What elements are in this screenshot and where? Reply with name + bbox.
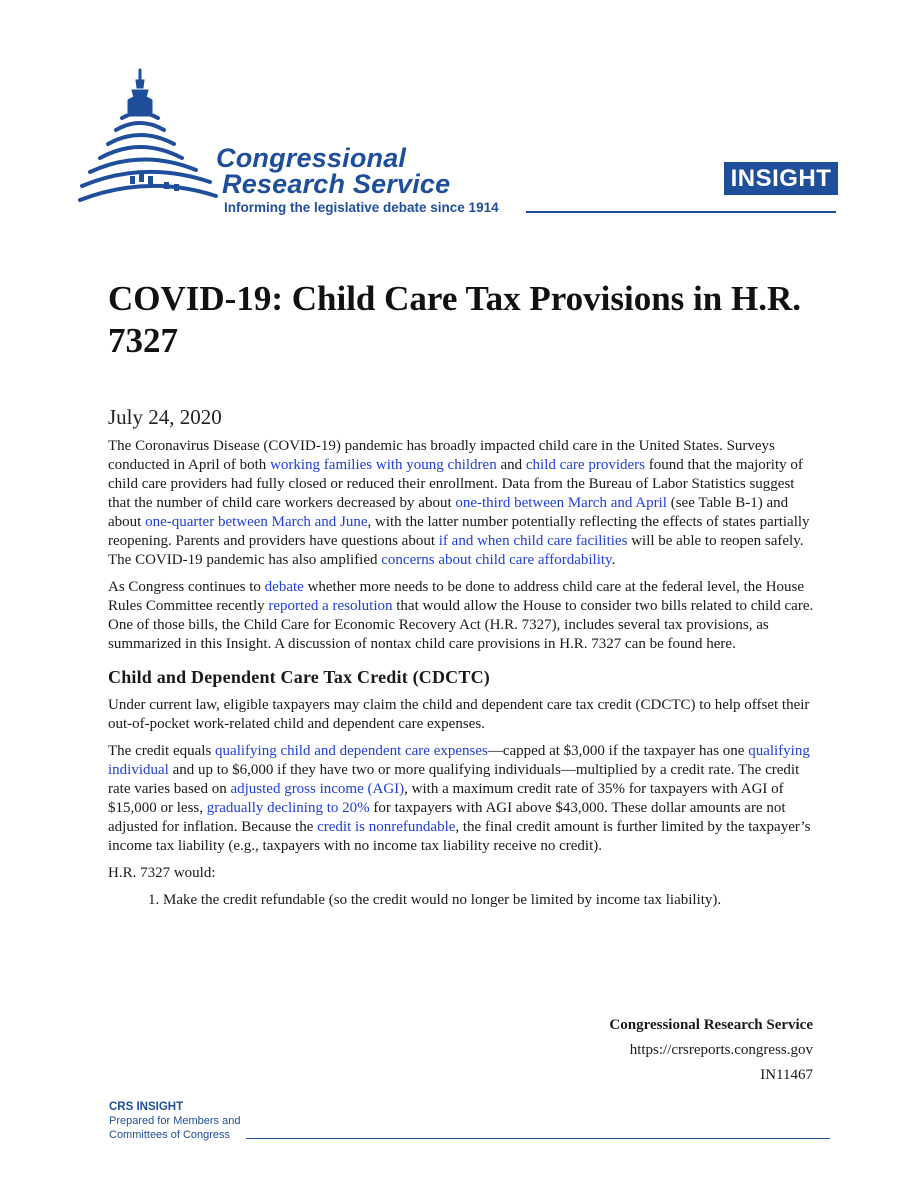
text-run: The Coronavirus Disease (COVID-19) pandemic has broadly impacted child care in the United States. Surveys conducted in April of both <box>108 438 775 473</box>
link-affordability[interactable]: concerns about child care affordability <box>381 552 612 568</box>
footer-attribution <box>609 1013 813 1088</box>
text-run: , the final credit amount is further limited by the taxpayer’s income tax liability (e.g., taxpayers with no income tax liability receive no credit). <box>108 819 811 854</box>
link-child-care-providers[interactable]: child care providers <box>525 457 645 473</box>
text-run: for taxpayers with AGI above $43,000. These dollar amounts are not adjusted for inflation. Because the <box>108 800 786 835</box>
link-qualifying-expenses[interactable]: qualifying child and dependent care expenses <box>215 743 488 759</box>
text-run: As Congress continues to <box>108 579 265 595</box>
credit-detail-paragraph <box>108 742 818 856</box>
text-run: will be able to reopen safely. The COVID-19 pandemic has also amplified <box>108 533 804 568</box>
insight-badge: INSIGHT <box>724 162 838 195</box>
brand-name-line2: Research Service <box>222 169 451 199</box>
text-run: , with the latter number potentially reflecting the effects of states partially reopening. Parents and providers have questions about <box>108 514 810 549</box>
tagline-divider <box>526 211 836 213</box>
publication-date: July 24, 2020 <box>108 405 222 429</box>
link-reopen-facilities[interactable]: if and when child care facilities <box>438 533 628 549</box>
text-run: The credit equals <box>108 743 216 759</box>
footer-url[interactable]: https://crsreports.congress.gov <box>629 1042 813 1058</box>
brand-tagline: Informing the legislative debate since 1914 <box>224 200 499 215</box>
hr-would-paragraph: H.R. 7327 would: <box>108 865 216 881</box>
provisions-list <box>108 891 818 910</box>
link-working-families[interactable]: working families with young children <box>270 457 497 473</box>
link-qualifying-individual[interactable]: qualifying individual <box>108 743 810 778</box>
report-header <box>0 0 920 230</box>
link-nonrefundable[interactable]: credit is nonrefundable <box>317 819 456 835</box>
link-debate[interactable]: debate <box>264 579 304 595</box>
prepared-for-line2: Committees of Congress <box>109 1129 231 1141</box>
list-item: 1. Make the credit refundable (so the credit would no longer be limited by income tax liability). <box>163 891 818 910</box>
link-agi[interactable]: adjusted gross income (AGI) <box>230 781 405 797</box>
report-body <box>108 437 818 910</box>
text-run: and <box>496 457 526 473</box>
footer-divider <box>246 1138 830 1139</box>
link-one-quarter[interactable]: one-quarter between March and June <box>145 514 368 530</box>
text-run: whether more needs to be done to address child care at the federal level, the House Rules Committee recently <box>108 579 805 614</box>
text-run: that would allow the House to consider two bills related to child care. One of those bills, the Child Care for Economic Recovery Act (H.R. 7327), includes several tax provisions, as summarized in this Insight. A discussion of nontax child care provisions in H.R. 7327 can be found here. <box>108 598 814 652</box>
cdctc-intro-paragraph: Under current law, eligible taxpayers may claim the child and dependent care tax credit (CDCTC) to help offset their out-of-pocket work-related child and dependent care expenses. <box>108 697 810 732</box>
crs-insight-label-block <box>109 1100 240 1142</box>
text-run: found that the majority of child care providers had fully closed or reduced their enrollment. Data from the Bureau of Labor Statistics suggest that the number of child care workers decreased by about <box>108 457 803 511</box>
link-declining-20[interactable]: gradually declining to 20% <box>206 800 370 816</box>
congress-paragraph <box>108 578 818 654</box>
text-run: . <box>611 552 616 568</box>
text-run: and up to $6,000 if they have two or more qualifying individuals—multiplied by a credit rate. The credit rate varies based on <box>108 762 800 797</box>
capitol-dome-logo-icon <box>78 64 218 214</box>
footer-report-id: IN11467 <box>760 1067 813 1083</box>
prepared-for-line1: Prepared for Members and <box>109 1115 241 1127</box>
page-title: COVID-19: Child Care Tax Provisions in H.R. 7327 <box>108 279 801 360</box>
link-one-third[interactable]: one-third between March and April <box>455 495 667 511</box>
footer-org: Congressional Research Service <box>609 1017 813 1033</box>
intro-paragraph <box>108 437 818 570</box>
crs-insight-label: CRS INSIGHT <box>109 1101 184 1113</box>
text-run: , with a maximum credit rate of 35% for taxpayers with AGI of $15,000 or less, <box>108 781 784 816</box>
link-reported-resolution[interactable]: reported a resolution <box>268 598 393 614</box>
section-heading: Child and Dependent Care Tax Credit (CDCTC) <box>108 667 490 687</box>
text-run: —capped at $3,000 if the taxpayer has one <box>487 743 749 759</box>
text-run: (see Table B-1) and about <box>108 495 789 530</box>
brand-name-line1: Congressional <box>216 143 407 173</box>
